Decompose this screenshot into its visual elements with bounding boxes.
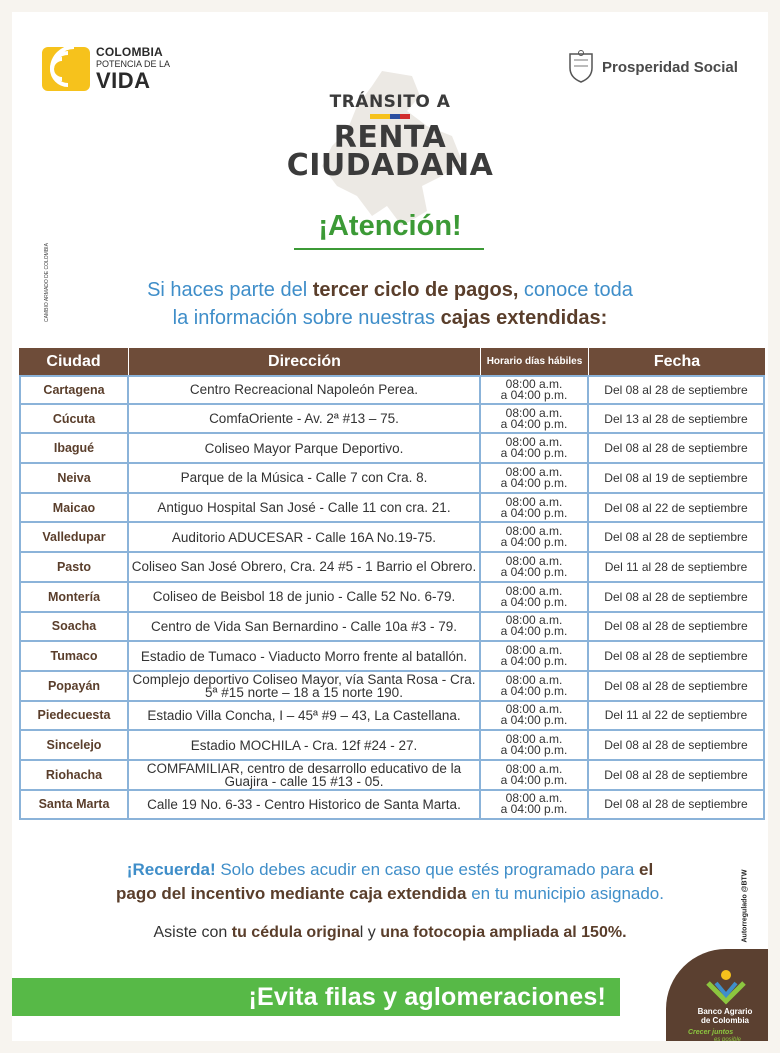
table-row — [19, 672, 765, 702]
table-row — [19, 761, 765, 791]
hours-end: a 04:00 p.m. — [500, 802, 568, 817]
hours-end: a 04:00 p.m. — [500, 594, 568, 609]
table-row — [19, 523, 765, 553]
hours-end: a 04:00 p.m. — [500, 446, 568, 461]
city-cell: Tumaco — [19, 642, 129, 672]
table-row — [19, 791, 765, 821]
city-cell: Neiva — [19, 464, 129, 494]
city-cell: Pasto — [19, 553, 129, 583]
hours-start: 08:00 a.m. — [505, 672, 563, 687]
hours-end: a 04:00 p.m. — [500, 713, 568, 728]
coat-of-arms-icon — [566, 50, 596, 84]
poster — [12, 12, 768, 1041]
logo-line-3: VIDA — [96, 68, 151, 93]
hours-end: a 04:00 p.m. — [500, 624, 568, 639]
hours-end: a 04:00 p.m. — [500, 683, 568, 698]
city-cell: Piedecuesta — [19, 702, 129, 732]
hours-cell — [481, 613, 589, 643]
hours-cell — [481, 731, 589, 761]
hours-cell — [481, 583, 589, 613]
hours-cell — [481, 791, 589, 821]
locations-table — [19, 348, 765, 820]
date-cell: Del 08 al 28 de septiembre — [589, 375, 765, 405]
hours-start: 08:00 a.m. — [505, 494, 563, 509]
hours-cell — [481, 523, 589, 553]
city-cell: Santa Marta — [19, 791, 129, 821]
bank-name: Banco Agrario de Colombia — [697, 1007, 753, 1025]
hours-start: 08:00 a.m. — [505, 583, 563, 598]
header-date: Fecha — [589, 348, 765, 375]
address-cell: Coliseo de Beisbol 18 de junio - Calle 52 No. 6-79. — [129, 583, 481, 613]
logo-line-1: COLOMBIA — [96, 45, 163, 59]
autorregulado-note: Autorregulado @BTW — [741, 869, 749, 943]
date-cell: Del 08 al 28 de septiembre — [589, 791, 765, 821]
hours-cell — [481, 672, 589, 702]
bank-slogan-2: es posible — [714, 1037, 742, 1041]
city-cell: Sincelejo — [19, 731, 129, 761]
date-cell: Del 11 al 28 de septiembre — [589, 553, 765, 583]
hours-end: a 04:00 p.m. — [500, 505, 568, 520]
date-cell: Del 08 al 28 de septiembre — [589, 523, 765, 553]
hours-start: 08:00 a.m. — [505, 643, 563, 658]
title-transito: TRÁNSITO A — [329, 92, 451, 112]
prosperidad-social-text: Prosperidad Social — [602, 58, 738, 76]
header-address: Dirección — [129, 348, 481, 375]
avoid-crowds-banner — [12, 978, 620, 1016]
table-row — [19, 731, 765, 761]
date-cell: Del 13 al 28 de septiembre — [589, 405, 765, 435]
attention-heading: ¡Atención! — [318, 210, 462, 242]
hours-cell — [481, 553, 589, 583]
prosperidad-social-logo — [566, 50, 738, 84]
hours-end: a 04:00 p.m. — [500, 535, 568, 550]
hours-cell — [481, 405, 589, 435]
address-cell: COMFAMILIAR, centro de desarrollo educativo de la Guajira - calle 15 #13 - 05. — [129, 761, 481, 791]
city-cell: Cúcuta — [19, 405, 129, 435]
table-row — [19, 583, 765, 613]
colombia-logo-icon — [42, 47, 90, 91]
logo-line-2: POTENCIA DE LA — [96, 59, 171, 69]
address-cell: Complejo deportivo Coliseo Mayor, vía Santa Rosa - Cra. 5ª #15 norte – 18 a 15 norte 190. — [129, 672, 481, 702]
table-row — [19, 642, 765, 672]
city-cell: Riohacha — [19, 761, 129, 791]
hours-end: a 04:00 p.m. — [500, 416, 568, 431]
banco-agrario-logo — [666, 949, 768, 1041]
banco-agrario-icon — [704, 969, 748, 1005]
table-row — [19, 405, 765, 435]
city-cell: Maicao — [19, 494, 129, 524]
hours-start: 08:00 a.m. — [505, 524, 563, 539]
table-row — [19, 553, 765, 583]
hours-end: a 04:00 p.m. — [500, 772, 568, 787]
table-row — [19, 613, 765, 643]
date-cell: Del 08 al 28 de septiembre — [589, 434, 765, 464]
date-cell: Del 11 al 22 de septiembre — [589, 702, 765, 732]
date-cell: Del 08 al 22 de septiembre — [589, 494, 765, 524]
city-cell: Soacha — [19, 613, 129, 643]
hours-cell — [481, 642, 589, 672]
hours-cell — [481, 761, 589, 791]
hours-cell — [481, 494, 589, 524]
city-cell: Popayán — [19, 672, 129, 702]
hours-start: 08:00 a.m. — [505, 405, 563, 420]
hours-cell — [481, 375, 589, 405]
hours-end: a 04:00 p.m. — [500, 654, 568, 669]
date-cell: Del 08 al 28 de septiembre — [589, 642, 765, 672]
reminder-text: ¡Recuerda! Solo debes acudir en caso que estés programado para el pago del incentivo mediante caja extendida en tu municipio asignado. — [115, 860, 664, 903]
table-row — [19, 434, 765, 464]
address-cell: Estadio MOCHILA - Cra. 12f #24 - 27. — [129, 731, 481, 761]
bank-slogan: Crecer juntos — [688, 1029, 734, 1036]
hours-cell — [481, 464, 589, 494]
colombia-logo — [42, 46, 170, 92]
address-cell: Centro Recreacional Napoleón Perea. — [129, 375, 481, 405]
address-cell: Estadio de Tumaco - Viaducto Morro frente al batallón. — [129, 642, 481, 672]
hours-start: 08:00 a.m. — [505, 464, 563, 479]
hours-start: 08:00 a.m. — [505, 732, 563, 747]
header-hours: Horario días hábiles — [481, 348, 589, 375]
city-cell: Ibagué — [19, 434, 129, 464]
hours-end: a 04:00 p.m. — [500, 475, 568, 490]
hours-start: 08:00 a.m. — [505, 761, 563, 776]
address-cell: Antiguo Hospital San José - Calle 11 con cra. 21. — [129, 494, 481, 524]
banner-text: ¡Evita filas y aglomeraciones! — [248, 982, 606, 1011]
address-cell: ComfaOriente - Av. 2ª #13 – 75. — [129, 405, 481, 435]
city-cell: Cartagena — [19, 375, 129, 405]
table-row — [19, 702, 765, 732]
address-cell: Coliseo San José Obrero, Cra. 24 #5 - 1 Barrio el Obrero. — [129, 553, 481, 583]
hours-end: a 04:00 p.m. — [500, 387, 568, 402]
title-ciudadana: CIUDADANA — [286, 148, 494, 183]
date-cell: Del 08 al 28 de septiembre — [589, 583, 765, 613]
colombia-flag-stripe — [370, 114, 410, 119]
hours-cell — [481, 702, 589, 732]
address-cell: Centro de Vida San Bernardino - Calle 10a #3 - 79. — [129, 613, 481, 643]
table-row — [19, 494, 765, 524]
hours-start: 08:00 a.m. — [505, 553, 563, 568]
side-note: CAMBIO ARMADO DE COLOMBIA — [44, 243, 50, 322]
intro-text: Si haces parte del tercer ciclo de pagos, conoce toda la información sobre nuestras cajas extendidas: — [147, 279, 633, 329]
hours-end: a 04:00 p.m. — [500, 564, 568, 579]
hours-start: 08:00 a.m. — [505, 435, 563, 450]
title-renta-ciudadana — [12, 120, 768, 183]
table-row — [19, 464, 765, 494]
hours-start: 08:00 a.m. — [505, 613, 563, 628]
hours-cell — [481, 434, 589, 464]
address-cell: Coliseo Mayor Parque Deportivo. — [129, 434, 481, 464]
attention-underline — [294, 248, 484, 250]
address-cell: Calle 19 No. 6-33 - Centro Historico de Santa Marta. — [129, 791, 481, 821]
date-cell: Del 08 al 28 de septiembre — [589, 761, 765, 791]
title-renta: RENTA — [333, 120, 447, 155]
city-cell: Valledupar — [19, 523, 129, 553]
hours-end: a 04:00 p.m. — [500, 743, 568, 758]
hours-start: 08:00 a.m. — [505, 376, 563, 391]
hours-start: 08:00 a.m. — [505, 702, 563, 717]
address-cell: Estadio Villa Concha, I – 45ª #9 – 43, La Castellana. — [129, 702, 481, 732]
date-cell: Del 08 al 28 de septiembre — [589, 613, 765, 643]
city-cell: Montería — [19, 583, 129, 613]
hours-start: 08:00 a.m. — [505, 791, 563, 806]
date-cell: Del 08 al 19 de septiembre — [589, 464, 765, 494]
address-cell: Auditorio ADUCESAR - Calle 16A No.19-75. — [129, 523, 481, 553]
requirements-text: Asiste con tu cédula original y una fotocopia ampliada al 150%. — [153, 924, 627, 941]
table-row — [19, 375, 765, 405]
address-cell: Parque de la Música - Calle 7 con Cra. 8. — [129, 464, 481, 494]
date-cell: Del 08 al 28 de septiembre — [589, 731, 765, 761]
date-cell: Del 08 al 28 de septiembre — [589, 672, 765, 702]
header-city: Ciudad — [19, 348, 129, 375]
